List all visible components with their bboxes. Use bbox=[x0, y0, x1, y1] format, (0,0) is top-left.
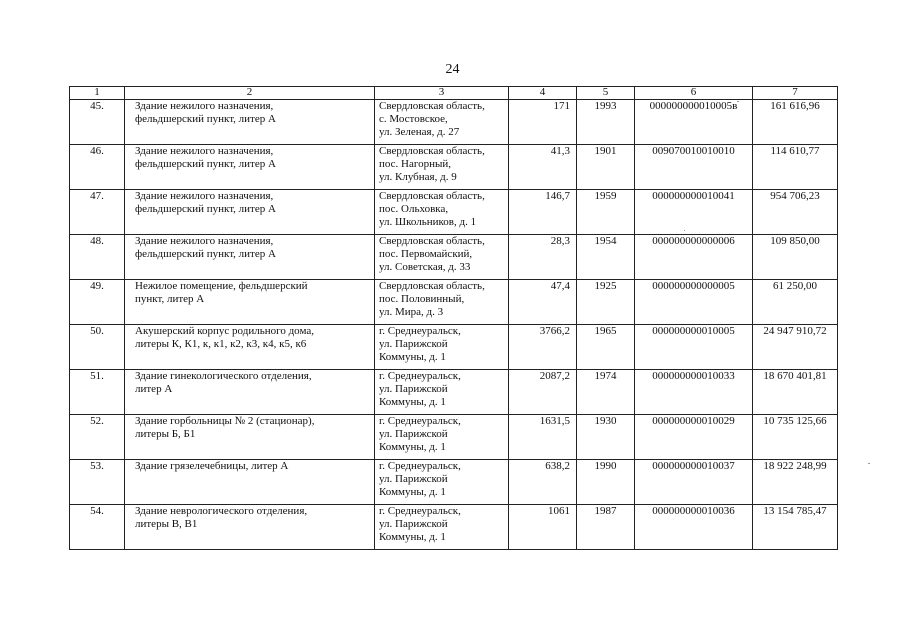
object-name-cell-line: Здание грязелечебницы, литер А bbox=[135, 460, 289, 472]
cost-cell: 18 922 248,99 bbox=[753, 460, 838, 505]
object-name-cell-line: Здание нежилого назначения, bbox=[135, 100, 274, 112]
object-name-cell-line: фельдшерский пункт, литер А bbox=[135, 248, 276, 260]
object-name-cell-line: Здание горбольницы № 2 (стационар), bbox=[135, 415, 315, 427]
address-cell-line: ул. Клубная, д. 9 bbox=[379, 171, 457, 183]
area-cell: 2087,2 bbox=[509, 370, 577, 415]
row-number-cell: 54. bbox=[70, 505, 125, 550]
inventory-number-cell: 000000000010037 bbox=[635, 460, 753, 505]
table-body bbox=[70, 100, 838, 550]
address-cell-line: пос. Нагорный, bbox=[379, 158, 452, 170]
cost-cell: 18 670 401,81 bbox=[753, 370, 838, 415]
column-header-6: 6 bbox=[635, 87, 753, 100]
object-name-cell-line: Здание нежилого назначения, bbox=[135, 235, 274, 247]
inventory-number-cell: 000000000010041 bbox=[635, 190, 753, 235]
column-header-4: 4 bbox=[509, 87, 577, 100]
year-cell: 1954 bbox=[577, 235, 635, 280]
table-row bbox=[70, 280, 838, 325]
scan-speck bbox=[684, 230, 685, 231]
table-row bbox=[70, 415, 838, 460]
inventory-number-cell: 000000000010005в bbox=[635, 100, 753, 145]
inventory-number-cell: 000000000010005 bbox=[635, 325, 753, 370]
row-number-cell: 45. bbox=[70, 100, 125, 145]
area-cell: 1061 bbox=[509, 505, 577, 550]
row-number-cell: 47. bbox=[70, 190, 125, 235]
area-cell: 3766,2 bbox=[509, 325, 577, 370]
address-cell-line: г. Среднеуральск, bbox=[379, 415, 461, 427]
object-name-cell bbox=[125, 505, 375, 550]
scan-speck bbox=[868, 463, 870, 464]
object-name-cell bbox=[125, 235, 375, 280]
row-number-cell: 50. bbox=[70, 325, 125, 370]
row-number-cell: 46. bbox=[70, 145, 125, 190]
object-name-cell bbox=[125, 190, 375, 235]
table-row bbox=[70, 100, 838, 145]
address-cell bbox=[375, 145, 509, 190]
address-cell-line: г. Среднеуральск, bbox=[379, 460, 461, 472]
object-name-cell-line: литер А bbox=[135, 383, 173, 395]
address-cell-line: Свердловская область, bbox=[379, 100, 485, 112]
column-number-row bbox=[70, 87, 838, 100]
area-cell: 28,3 bbox=[509, 235, 577, 280]
address-cell bbox=[375, 280, 509, 325]
object-name-cell-line: фельдшерский пункт, литер А bbox=[135, 158, 276, 170]
object-name-cell-line: Нежилое помещение, фельдшерский bbox=[135, 280, 308, 292]
row-number-cell: 53. bbox=[70, 460, 125, 505]
inventory-number-cell: 009070010010010 bbox=[635, 145, 753, 190]
address-cell-line: Свердловская область, bbox=[379, 280, 485, 292]
object-name-cell-line: Здание гинекологического отделения, bbox=[135, 370, 312, 382]
row-number-cell: 49. bbox=[70, 280, 125, 325]
inventory-number-cell: 000000000010033 bbox=[635, 370, 753, 415]
row-number-cell: 48. bbox=[70, 235, 125, 280]
cost-cell: 10 735 125,66 bbox=[753, 415, 838, 460]
address-cell bbox=[375, 460, 509, 505]
object-name-cell-line: литеры В, В1 bbox=[135, 518, 198, 530]
inventory-number-cell: 000000000010036 bbox=[635, 505, 753, 550]
object-name-cell bbox=[125, 460, 375, 505]
object-name-cell bbox=[125, 280, 375, 325]
address-cell-line: пос. Ольховка, bbox=[379, 203, 449, 215]
address-cell-line: с. Мостовское, bbox=[379, 113, 448, 125]
area-cell: 47,4 bbox=[509, 280, 577, 325]
table-row bbox=[70, 370, 838, 415]
year-cell: 1990 bbox=[577, 460, 635, 505]
address-cell-line: ул. Зеленая, д. 27 bbox=[379, 126, 460, 138]
area-cell: 638,2 bbox=[509, 460, 577, 505]
address-cell-line: пос. Первомайский, bbox=[379, 248, 473, 260]
address-cell-line: ул. Парижской bbox=[379, 338, 448, 350]
column-header-2: 2 bbox=[125, 87, 375, 100]
cost-cell: 24 947 910,72 bbox=[753, 325, 838, 370]
object-name-cell bbox=[125, 145, 375, 190]
object-name-cell-line: Здание нежилого назначения, bbox=[135, 190, 274, 202]
address-cell bbox=[375, 235, 509, 280]
address-cell-line: Коммуны, д. 1 bbox=[379, 396, 446, 408]
object-name-cell bbox=[125, 370, 375, 415]
address-cell-line: ул. Мира, д. 3 bbox=[379, 306, 444, 318]
area-cell: 171 bbox=[509, 100, 577, 145]
address-cell-line: ул. Школьников, д. 1 bbox=[379, 216, 477, 228]
address-cell-line: Свердловская область, bbox=[379, 235, 485, 247]
year-cell: 1925 bbox=[577, 280, 635, 325]
page-number: 24 bbox=[445, 62, 460, 77]
area-cell: 41,3 bbox=[509, 145, 577, 190]
address-cell-line: Коммуны, д. 1 bbox=[379, 486, 446, 498]
column-header-1: 1 bbox=[70, 87, 125, 100]
year-cell: 1965 bbox=[577, 325, 635, 370]
row-number-cell: 51. bbox=[70, 370, 125, 415]
area-cell: 1631,5 bbox=[509, 415, 577, 460]
table-row bbox=[70, 235, 838, 280]
object-name-cell-line: фельдшерский пункт, литер А bbox=[135, 203, 276, 215]
address-cell-line: пос. Половинный, bbox=[379, 293, 465, 305]
object-name-cell-line: Акушерский корпус родильного дома, bbox=[135, 325, 314, 337]
address-cell-line: Коммуны, д. 1 bbox=[379, 531, 446, 543]
property-registry-table bbox=[69, 86, 838, 550]
cost-cell: 109 850,00 bbox=[753, 235, 838, 280]
object-name-cell bbox=[125, 325, 375, 370]
address-cell-line: г. Среднеуральск, bbox=[379, 505, 461, 517]
object-name-cell bbox=[125, 415, 375, 460]
address-cell-line: г. Среднеуральск, bbox=[379, 370, 461, 382]
address-cell bbox=[375, 100, 509, 145]
cost-cell: 13 154 785,47 bbox=[753, 505, 838, 550]
table-row bbox=[70, 145, 838, 190]
address-cell-line: ул. Парижской bbox=[379, 383, 448, 395]
object-name-cell-line: Здание неврологического отделения, bbox=[135, 505, 308, 517]
address-cell bbox=[375, 415, 509, 460]
year-cell: 1993 bbox=[577, 100, 635, 145]
object-name-cell-line: пункт, литер А bbox=[135, 293, 205, 305]
inventory-number-cell: 000000000010029 bbox=[635, 415, 753, 460]
scan-speck bbox=[737, 101, 739, 102]
object-name-cell bbox=[125, 100, 375, 145]
address-cell bbox=[375, 505, 509, 550]
cost-cell: 161 616,96 bbox=[753, 100, 838, 145]
year-cell: 1974 bbox=[577, 370, 635, 415]
row-number-cell: 52. bbox=[70, 415, 125, 460]
column-header-7: 7 bbox=[753, 87, 838, 100]
address-cell-line: Свердловская область, bbox=[379, 190, 485, 202]
column-header-3: 3 bbox=[375, 87, 509, 100]
year-cell: 1930 bbox=[577, 415, 635, 460]
year-cell: 1901 bbox=[577, 145, 635, 190]
address-cell-line: Свердловская область, bbox=[379, 145, 485, 157]
cost-cell: 61 250,00 bbox=[753, 280, 838, 325]
address-cell-line: ул. Парижской bbox=[379, 473, 448, 485]
table-row bbox=[70, 190, 838, 235]
address-cell bbox=[375, 370, 509, 415]
table-row bbox=[70, 460, 838, 505]
address-cell-line: ул. Парижской bbox=[379, 518, 448, 530]
address-cell-line: ул. Советская, д. 33 bbox=[379, 261, 471, 273]
table-row bbox=[70, 505, 838, 550]
address-cell-line: ул. Парижской bbox=[379, 428, 448, 440]
area-cell: 146,7 bbox=[509, 190, 577, 235]
cost-cell: 954 706,23 bbox=[753, 190, 838, 235]
address-cell-line: г. Среднеуральск, bbox=[379, 325, 461, 337]
address-cell-line: Коммуны, д. 1 bbox=[379, 441, 446, 453]
address-cell bbox=[375, 190, 509, 235]
object-name-cell-line: литеры Б, Б1 bbox=[135, 428, 196, 440]
cost-cell: 114 610,77 bbox=[753, 145, 838, 190]
inventory-number-cell: 000000000000006 bbox=[635, 235, 753, 280]
year-cell: 1959 bbox=[577, 190, 635, 235]
table-row bbox=[70, 325, 838, 370]
address-cell-line: Коммуны, д. 1 bbox=[379, 351, 446, 363]
inventory-number-cell: 000000000000005 bbox=[635, 280, 753, 325]
object-name-cell-line: Здание нежилого назначения, bbox=[135, 145, 274, 157]
object-name-cell-line: фельдшерский пункт, литер А bbox=[135, 113, 276, 125]
column-header-5: 5 bbox=[577, 87, 635, 100]
object-name-cell-line: литеры К, К1, к, к1, к2, к3, к4, к5, к6 bbox=[135, 338, 307, 350]
year-cell: 1987 bbox=[577, 505, 635, 550]
address-cell bbox=[375, 325, 509, 370]
